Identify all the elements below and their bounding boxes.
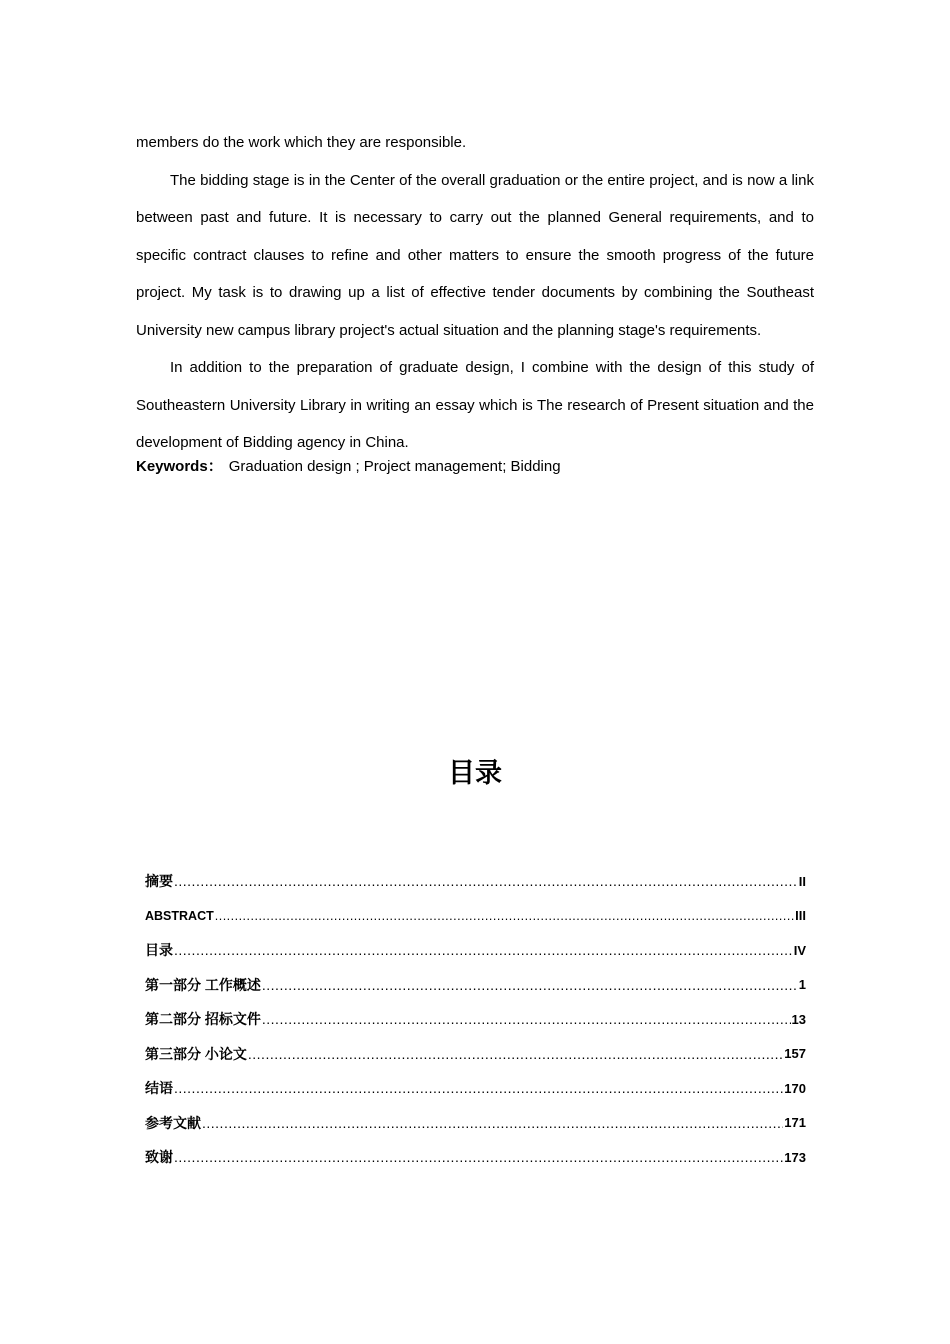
- table-of-contents: [145, 864, 806, 1175]
- toc-entry-text: ABSTRACT: [145, 908, 214, 923]
- toc-entry-page: 171: [784, 1115, 806, 1131]
- toc-entry[interactable]: [145, 1071, 806, 1106]
- keywords-value: Graduation design ; Project management; Bidding: [228, 458, 561, 475]
- toc-entry-text: 第三部分 小论文: [145, 1045, 247, 1062]
- toc-entry-page: 1: [798, 977, 806, 993]
- toc-entry-page: 13: [791, 1011, 806, 1027]
- toc-entry-text: 结语: [145, 1080, 173, 1097]
- toc-entry-page: 173: [784, 1149, 806, 1165]
- toc-leader-dots: [262, 977, 798, 993]
- abstract-paragraph: The bidding stage is in the Center of the overall graduation or the entire project, and is now a link between past and future. It is necessary to carry out the planned General requirements, and to specific contract clauses to refine and other matters to ensure the smooth progress of the future project. My task is to drawing up a list of effective tender documents by combining the Southeast University new campus library project's actual situation and the planning stage's requirements.: [136, 171, 814, 339]
- abstract-body: [136, 124, 814, 462]
- abstract-paragraph: members do the work which they are responsible.: [136, 134, 467, 151]
- toc-entry-page: III: [795, 908, 806, 924]
- toc-entry[interactable]: [145, 968, 806, 1003]
- toc-entry[interactable]: [145, 899, 806, 934]
- toc-entry[interactable]: [145, 1140, 806, 1175]
- toc-leader-dots: [174, 873, 798, 889]
- toc-leader-dots: [248, 1046, 783, 1062]
- toc-leader-dots: [215, 909, 794, 923]
- toc-entry-text: 参考文献: [145, 1114, 201, 1131]
- toc-entry[interactable]: [145, 864, 806, 899]
- toc-leader-dots: [174, 942, 793, 958]
- toc-entry[interactable]: [145, 1106, 806, 1141]
- toc-leader-dots: [174, 1149, 783, 1165]
- toc-entry-page: 157: [784, 1046, 806, 1062]
- keywords-line: [136, 456, 814, 478]
- toc-leader-dots: [202, 1115, 783, 1131]
- toc-entry-text: 摘要: [145, 873, 173, 890]
- toc-title: 目录: [448, 758, 502, 789]
- toc-leader-dots: [262, 1011, 791, 1027]
- toc-entry-page: 170: [784, 1080, 806, 1096]
- toc-entry[interactable]: [145, 1002, 806, 1037]
- toc-entry-text: 第一部分 工作概述: [145, 976, 261, 993]
- toc-entry-page: IV: [793, 942, 806, 958]
- toc-leader-dots: [174, 1080, 783, 1096]
- toc-entry[interactable]: [145, 933, 806, 968]
- toc-entry-text: 目录: [145, 942, 173, 959]
- keywords-label: Keywords：: [136, 458, 223, 475]
- toc-entry-page: II: [798, 873, 806, 889]
- toc-entry-text: 致谢: [145, 1149, 173, 1166]
- toc-entry[interactable]: [145, 1037, 806, 1072]
- toc-entry-text: 第二部分 招标文件: [145, 1011, 261, 1028]
- abstract-paragraph: In addition to the preparation of graduate design, I combine with the design of this study of Southeastern University Library in writing an essay which is The research of Present situation and the development of Bidding agency in China.: [136, 359, 814, 451]
